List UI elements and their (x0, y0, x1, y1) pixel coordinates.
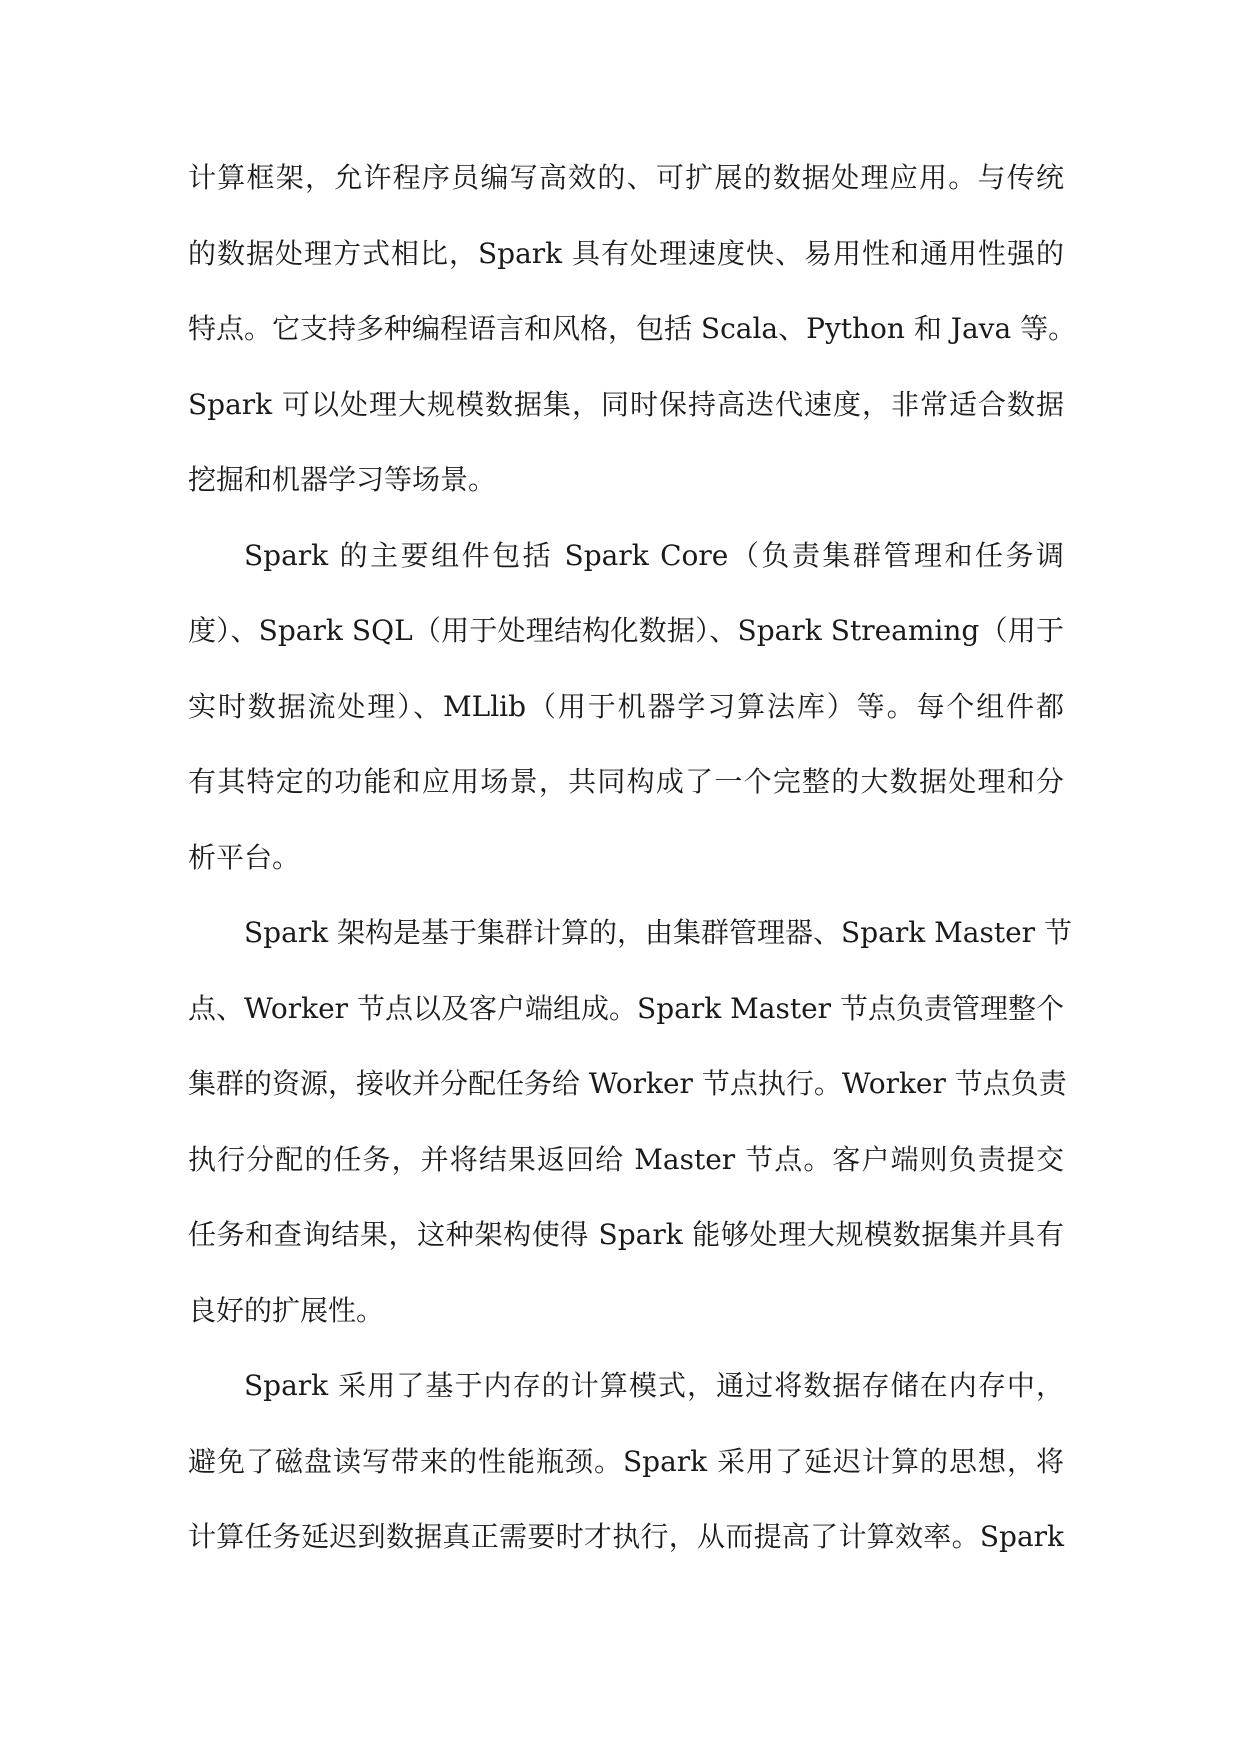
text-line: 挖掘和机器学习等场景。 (188, 463, 497, 496)
text-line: 点、Worker 节点以及客户端组成。Spark Master 节点负责管理整个 (188, 991, 1064, 1025)
text-line: 集群的资源，接收并分配任务给 Worker 节点执行。Worker 节点负责 (188, 1067, 1067, 1100)
text-line: Spark 的主要组件包括 Spark Core（负责集群管理和任务调 (244, 538, 1064, 572)
text-line: Spark 可以处理大规模数据集，同时保持高迭代速度，非常适合数据 (188, 387, 1064, 421)
paragraph-spark-memory-computing (188, 1348, 1064, 1575)
text-line: 良好的扩展性。 (188, 1293, 385, 1327)
text-line: 析平台。 (188, 840, 301, 874)
text-line: 任务和查询结果，这种架构使得 Spark 能够处理大规模数据集并具有 (188, 1218, 1064, 1251)
text-line: 避免了磁盘读写带来的性能瓶颈。Spark 采用了延迟计算的思想，将 (188, 1444, 1064, 1478)
document-body (188, 140, 1077, 1575)
text-line: 的数据处理方式相比，Spark 具有处理速度快、易用性和通用性强的 (188, 236, 1064, 270)
text-line: Spark 采用了基于内存的计算模式，通过将数据存储在内存中， (244, 1369, 1064, 1402)
text-line: Spark 架构是基于集群计算的，由集群管理器、Spark Master 节 (244, 916, 1072, 949)
paragraph-spark-overview (188, 140, 1077, 518)
text-line: 实时数据流处理）、MLlib（用于机器学习算法库）等。每个组件都 (188, 689, 1064, 723)
text-line: 计算框架，允许程序员编写高效的、可扩展的数据处理应用。与传统 (188, 161, 1064, 194)
paragraph-spark-architecture (188, 895, 1072, 1348)
text-line: 度）、Spark SQL（用于处理结构化数据）、Spark Streaming（用于 (188, 614, 1064, 647)
text-line: 执行分配的任务，并将结果返回给 Master 节点。客户端则负责提交 (188, 1142, 1064, 1176)
text-line: 计算任务延迟到数据真正需要时才执行，从而提高了计算效率。Spark (188, 1520, 1064, 1553)
text-line: 有其特定的功能和应用场景，共同构成了一个完整的大数据处理和分 (188, 765, 1064, 798)
paragraph-spark-components (188, 518, 1064, 896)
text-line: 特点。它支持多种编程语言和风格，包括 Scala、Python 和 Java 等。 (188, 312, 1077, 345)
